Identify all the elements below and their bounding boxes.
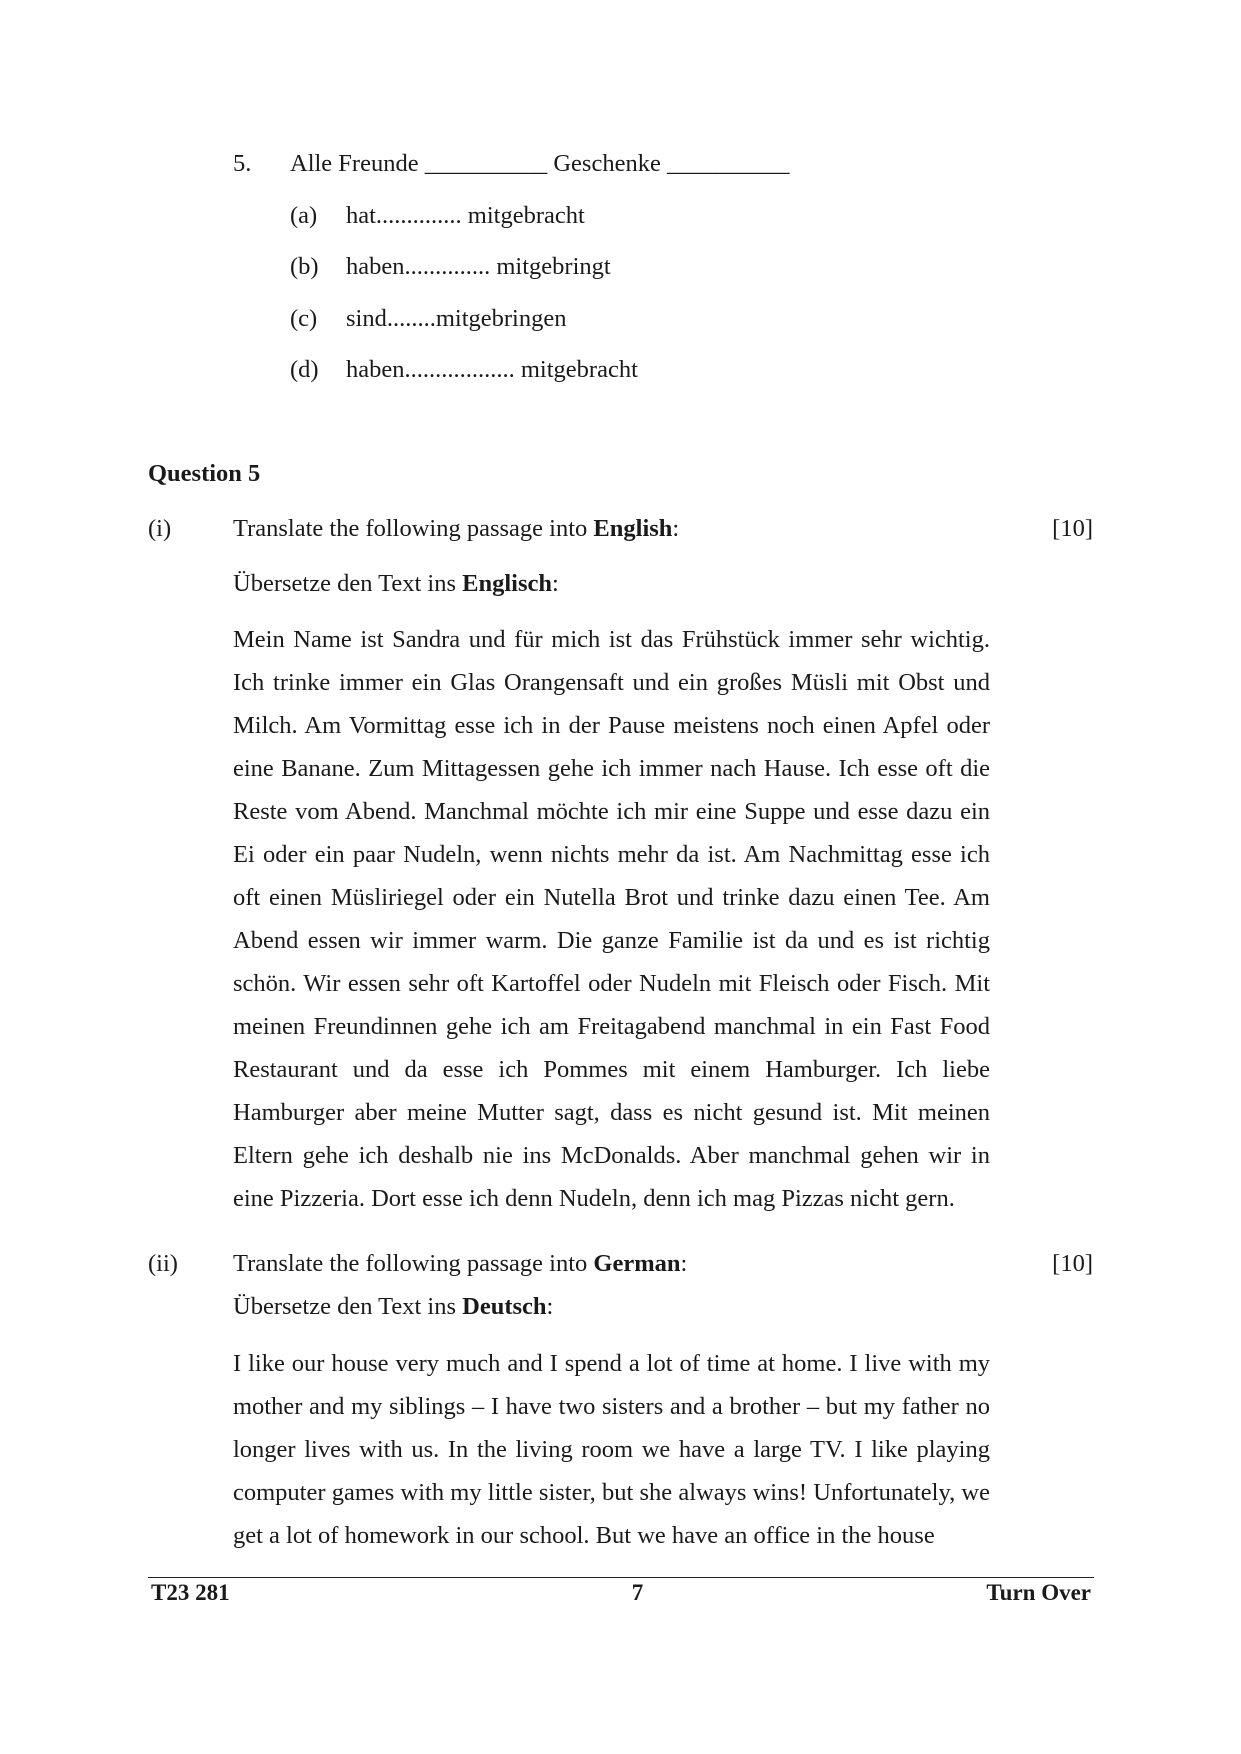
option-text-d: haben.................. mitgebracht	[346, 356, 638, 383]
option-text-b: haben.............. mitgebringt	[346, 253, 611, 280]
part-ii-passage-text: I like our house very much and I spend a lot of time at home. I live with my mother and my siblings – I have two sisters and a brother – but my father no longer lives with us. In the living room we have a large TV. I like playing computer games with my little sister, but she always wins! Unfortunately, we get a lot of homework in our school. But we have an office in the house	[233, 1350, 990, 1549]
option-label-c: (c)	[290, 305, 318, 332]
part-ii-label: (ii)	[148, 1250, 178, 1277]
paper-code: T23 281	[151, 1580, 230, 1605]
mcq-item-number: 5.	[233, 150, 252, 177]
turn-over-label: Turn Over	[986, 1580, 1091, 1605]
part-i-instruction-language: English	[593, 515, 673, 542]
part-ii-instruction	[233, 1250, 687, 1278]
part-ii-passage	[233, 1342, 990, 1557]
part-i-label: (i)	[148, 515, 172, 542]
part-i-marks: [10]	[1052, 515, 1093, 542]
part-i-instruction-de-suffix: :	[552, 570, 559, 597]
part-i-instruction-suffix: :	[672, 515, 680, 542]
part-i-instruction-de-language: Englisch	[462, 570, 553, 597]
part-i-instruction-de-prefix: Übersetze den Text ins	[233, 570, 463, 597]
part-ii-instruction-de	[233, 1293, 553, 1321]
part-ii-instruction-language: German	[593, 1250, 681, 1277]
part-ii-instruction-de-prefix: Übersetze den Text ins	[233, 1293, 463, 1320]
option-label-b: (b)	[290, 253, 319, 280]
part-i-passage-text: Mein Name ist Sandra und für mich ist das Frühstück immer sehr wichtig. Ich trinke immer ein Glas Orangensaft und ein großes Müsli mit Obst und Milch. Am Vormittag esse ich in der Pause meistens noch einen Apfel oder eine Banane. Zum Mittagessen gehe ich immer nach Hause. Ich esse oft die Reste vom Abend. Manchmal möchte ich mir eine Suppe und esse dazu ein Ei oder ein paar Nudeln, wenn nichts mehr da ist. Am Nachmittag esse ich oft einen Müsliriegel oder ein Nutella Brot und trinke dazu einen Tee. Am Abend essen wir immer warm. Die ganze Familie ist da und es ist richtig schön. Wir essen sehr oft Kartoffel oder Nudeln mit Fleisch oder Fisch. Mit meinen Freundinnen gehe ich am Freitagabend manchmal in ein Fast Food Restaurant und da esse ich Pommes mit einem Hamburger. Ich liebe Hamburger aber meine Mutter sagt, dass es nicht gesund ist. Mit meinen Eltern gehe ich deshalb nie ins McDonalds. Aber manchmal gehen wir in eine Pizzeria. Dort esse ich denn Nudeln, denn ich mag Pizzas nicht gern.	[233, 626, 990, 1212]
option-text-a: hat.............. mitgebracht	[346, 202, 585, 229]
part-ii-instruction-suffix: :	[680, 1250, 688, 1277]
part-i-passage	[233, 618, 990, 1220]
page-number: 7	[631, 1580, 644, 1605]
part-i-instruction-de	[233, 570, 559, 598]
option-label-a: (a)	[290, 202, 318, 229]
part-ii-instruction-de-language: Deutsch	[462, 1293, 547, 1320]
part-ii-instruction-de-suffix: :	[546, 1293, 554, 1320]
option-label-d: (d)	[290, 356, 319, 383]
footer-divider	[148, 1577, 1094, 1578]
question-heading: Question 5	[148, 460, 261, 487]
part-ii-instruction-prefix: Translate the following passage into	[233, 1250, 594, 1277]
part-i-instruction-prefix: Translate the following passage into	[233, 515, 594, 542]
part-ii-marks: [10]	[1052, 1250, 1093, 1277]
part-i-instruction	[233, 515, 679, 543]
mcq-item-stem: Alle Freunde __________ Geschenke __________	[290, 150, 790, 177]
option-text-c: sind........mitgebringen	[346, 305, 567, 332]
